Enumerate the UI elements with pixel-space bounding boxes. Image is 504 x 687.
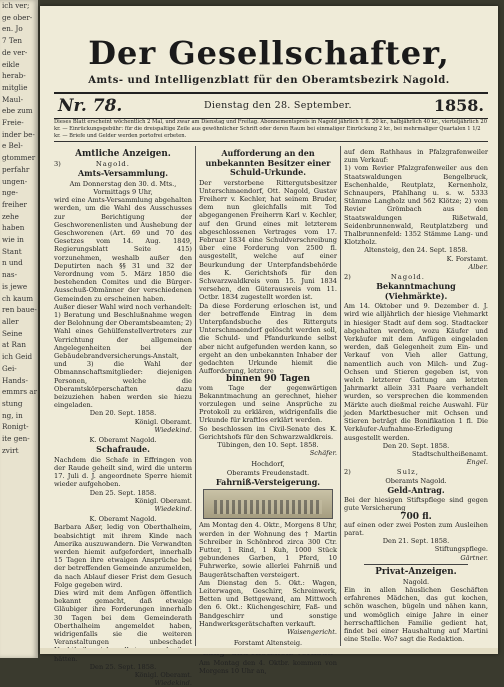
notice-date: Am Donnerstag den 30. d. Mts., Vormittags 9 Uhr, (69, 179, 177, 196)
notice-body: Nachdem die Schafe in Effringen von der Raude geheilt sind, wird die unterm 17. Juli d. J. angeordnete Sperre hiemit wieder aufgehoben. (54, 455, 192, 489)
notice-signature: Wiedekind. (154, 504, 192, 513)
notice-office: Königl. Oberamt. (134, 417, 192, 426)
previous-page-line: Seine (2, 328, 23, 338)
previous-page-line: ng, in (2, 410, 23, 420)
previous-page-line: emmrs ar (2, 387, 38, 397)
previous-page-line: Gei- (2, 363, 17, 373)
previous-page-line: aller (2, 316, 19, 326)
previous-page-line: gtommer (2, 153, 36, 163)
previous-page-line: wie in (2, 235, 24, 245)
notice-body: So beschlossen im Civil-Senate des K. Gerichtshofs für den Schwarzwaldkreis. (199, 424, 337, 441)
previous-page-line: haben (2, 223, 25, 233)
notice-title: Schafraude. (96, 444, 150, 455)
previous-page-line: ite gen- (2, 434, 30, 444)
notice-place: Nagold. (402, 577, 430, 586)
previous-page-line: e Bel- (2, 141, 23, 151)
previous-page-line: Ronigt- (2, 422, 29, 432)
previous-page-line: mitglie (2, 82, 28, 92)
previous-page-line: Freie- (2, 118, 24, 128)
previous-page-line: freiher (2, 199, 27, 209)
notice-signature: Alber. (468, 262, 488, 271)
previous-page-line: perfahr (2, 164, 30, 174)
notice-place: Sulz, (396, 468, 419, 477)
notice-title: Geld-Antrag. (387, 484, 445, 495)
notice-body: Bei der hiesigen Stiftspflege sind gegen gute Versicherung (344, 496, 488, 513)
masthead-title: Der Gesellschafter, (88, 34, 450, 72)
notice-number: 2) (344, 273, 351, 282)
previous-page-line: ich Geid (2, 352, 33, 362)
notice-amount: 700 fl. (400, 511, 432, 522)
notice-office: Stadtschultheißenamt. (411, 449, 488, 458)
previous-page-line: zvirt (2, 445, 19, 455)
notice-office: K. Forstamt. (446, 254, 488, 263)
notice-body: Am Dienstag den 5. Okt.: Wagen, Leiterwagen, Geschirr, Schreinwerk, Betten und Bettgewand, am Mittwoch den 6. Okt.: Küchengeschirr, Faß- und Bandgeschirr und sonstige Handwerksgerätschaften verkauft. (199, 578, 337, 628)
notice-date: Tübingen, den 10. Sept. 1858. (217, 441, 319, 449)
notice-office: Königl. Oberamt. (134, 496, 192, 505)
issue-bar (54, 92, 488, 119)
issue-number: Nr. 78. (58, 96, 123, 116)
previous-page-strip (0, 0, 38, 658)
notice-office: Oberamts Nagold. (385, 476, 447, 485)
notice-place: Nagold. (390, 273, 425, 282)
previous-page-line: ebe zum (2, 106, 33, 116)
previous-page-line: en. Jo (2, 24, 23, 34)
previous-page-line: ungen- (2, 176, 28, 186)
notice-body: Dies wird mit dem Anfügen öffentlich bekannt gemacht, daß etwaige Gläubiger ihre Forderungen innerhalb 30 Tagen bei dem Gemeinderath Oberthalheim angemeldet haben, widrigenfalls sie die weiteren Veranstaltungen unbeschadet hätten. (54, 588, 192, 663)
previous-page-line: n und (2, 258, 23, 268)
column-rule (340, 146, 341, 646)
issue-date: Dienstag den 28. September. (204, 100, 352, 111)
previous-page-line: zehe (2, 211, 19, 221)
issue-year: 1858. (433, 96, 484, 115)
notice-number: 2) (344, 468, 351, 477)
notice-office: K. Oberamt Nagold. (89, 515, 157, 524)
previous-page-line: de ver- (2, 47, 28, 57)
previous-page-line: 7 Ten (2, 36, 22, 46)
previous-page-line: ge ober- (2, 12, 33, 22)
column-3 (344, 148, 488, 643)
notice-signature: Engel. (466, 458, 488, 467)
notice-body: Der verstorbene Rittergutsbesitzer Unterschmaendorf, Ott. Nagold, Gustav Freiherr v. Kechler, hat seinem Bruder, dem nun gleichfalls mit Tod abgegangenen Freiherrn Karl v. Kechler, auf den Grund eines mit letzterem abgeschlossenen Vertrages vom 17. Februar 1834 eine Schuldverschreibung über eine Forderung von 2500 fl. ausgestellt, welche auf einer Beurkundung der Unterpfandsbehörde des K. Gerichtshofs für den Schwarzwaldkreis vom 15. Juni 1834 versehen, den Güterausweis vom 11. Octbr. 1834 zugestellt worden ist. (199, 178, 337, 302)
notice-title: Aufforderung an den unbekannten Besitzer einer Schuld-Urkunde. (205, 148, 331, 177)
notice-sig-date: Den 20. Sept. 1858. (89, 409, 157, 418)
previous-page-line: ch kaum (2, 293, 34, 303)
newspaper-page (40, 6, 498, 687)
previous-page-line: Maul- (2, 94, 24, 104)
previous-page-line: Hands- (2, 375, 28, 385)
notice-signature: Wiedekind. (154, 425, 192, 434)
notice-sig-date: Den 25. Sept. 1858. (89, 662, 157, 671)
previous-page-line: is jewe (2, 281, 28, 291)
column-1 (54, 148, 192, 687)
section-heading: Amtliche Anzeigen. (75, 149, 171, 159)
notice-signature: Waisengericht. (287, 627, 337, 636)
notice-place: Nagold. (95, 160, 130, 168)
notice-office: Königl. Oberamt. (134, 670, 192, 679)
previous-page-line: ich ver; (2, 1, 30, 10)
notice-sig-date: Den 25. Sept. 1858. (89, 488, 157, 497)
notice-body: Außer dieser Wahl wird noch verhandelt: 1) Beratung und Beschlußnahme wegen der Belohnung der Oberamtsbeamten; 2) Wahl eines Gehülfenstellvertreters zur Verrichtung der allgemeinen Angelegenheiten bei der Gebäudebrandversicherungs-Anstalt, und 3) die Wahl der Obmannschaftsmitglieder: diejenigen Personen, welche die Oberamtskörperschaften dazu beizuziehen haben werden sie hiezu eingeladen. (54, 302, 192, 410)
notice-title: Fahrniß-Versteigerung. (215, 476, 321, 487)
notice-date: Altensteig, den 24. Sept. 1858. (364, 246, 468, 255)
notice-body: 1) vom Revier Pfalzgrafenweiler aus den Staatswaldungen Bengelbruck, Eschenhalde, Reutplatz, Kernenholz, Schnaupers, Pfahlhang u. s. w. 5333 Stämme Langholz und 562 Klötze; 2) vom Revier Grömbach aus den Staatswaldungen Rißetwald, Seidenbrunnenwald, Reutplatzberg und Thalbrunnenfeld: 1352 Stämme Lang- und Klotzholz. (344, 164, 488, 247)
notice-body: Am 14. Oktober und 9. Dezember d. J. wird wie alljährlich der hiesige Viehmarkt in hiesiger Stadt auf dem sog. Stadtacker abgehalten werden, wozu Käufer und Verkäufer mit dem Anfügen eingeladen werden, daß Gelegenheit zum Ein- und Verkauf von Vieh aller Gattung, namentlich auch von Milch- und Zug-Ochsen und Stieren gegeben ist, von welch letzterer Gattung am letzten Jahrmarkt allein 331 Paare verhandelt wurden, so versprechen die kommenden Märkte auch dießmal reiche Auswahl. Für jeden Marktbesucher mit Ochsen und Stieren beträgt die Bonifikation 1 fl. Die Verkäufer-Aufnahme-Erledigung ausgestellt werden. (344, 302, 488, 442)
notice-title: Amts-Versammlung. (77, 168, 169, 179)
page-bottom-edge (40, 648, 498, 654)
previous-page-line: inder be- (2, 129, 35, 139)
notice-title: Bekanntmachung (Viehmärkte). (376, 281, 456, 301)
notice-place: Forstamt Altensteig. (233, 639, 303, 648)
notice-signature: Gärtner. (460, 553, 488, 562)
notice-deadline: binnen 90 Tagen (225, 374, 311, 385)
notice-body: vom Tage der gegenwärtigen Bekanntmachung an gerechnet, hieher vorzulegen und seine Ansprüche zu Protokoll zu erklären, widrigenfalls die Urkunde für kraftlos erklärt werden. (199, 383, 337, 425)
previous-page-line: ren baue- (2, 305, 37, 315)
notice-body: Am Montag den 4. Oktr., Morgens 8 Uhr, werden in der Wohnung des † Martin Schreiber in Schönbrod zirca 300 Ctr. Futter, 1 Rind, 1 Kuh, 1000 Stück gebundenes Garben, 1 Pferd, 10 Fuhrwerke, sowie allerlei Fahrniß und Baugerätschaften versteigert. (199, 521, 337, 579)
notice-place: Hochdorf, (251, 460, 285, 469)
notice-body: wird eine Amts-Versammlung abgehalten werden, um die Wahl des Ausschusses zur Berichtigung der Geschworenenlisten und Aushebung der Geschworenen (Art. 69 und 70 des Gesetzes vom 14. Aug. 1849, Regierungsblatt Seite 415) vorzunehmen, weshalb außer den Deputirten nach §§ 31 und 32 der Verordnung vom 5. März 1850 die bestehenden Comites und die Bürger-Ausschuß-Obmänner der verschiedenen Gemeinden zu erscheinen haben. (54, 196, 192, 303)
notice-office: Oberamts Freudenstadt. (226, 468, 310, 477)
previous-page-line: stung (2, 398, 23, 408)
notice-signature: Schäfer. (309, 449, 337, 458)
notice-body: Barbara Aßer, ledig von Oberthalheim, beabsichtigt mit ihrem Kinde nach Amerika auszuwandern. Die Verwandten werden hiemit aufgefordert, innerhalb 15 Tagen ihre etwaigen Ansprüche bei der betreffenden Gemeinde anzumelden, da nach Ablauf dieser Frist dem Gesuch Folge gegeben wird. (54, 523, 192, 589)
previous-page-line: nge- (2, 188, 18, 198)
previous-page-line: nas- (2, 270, 18, 280)
section-heading: Privat-Anzeigen. (375, 566, 457, 577)
notice-date: Den 20. Sept. 1858. (382, 441, 450, 450)
column-2 (199, 148, 337, 675)
previous-page-line: at Ran (2, 340, 26, 350)
notice-body: auf dem Rathhaus in Pfalzgrafenweiler zum Verkauf: (344, 148, 488, 165)
masthead-subtitle: Amts- und Intelligenzblatt für den Oberamtsbezirk Nagold. (88, 75, 450, 86)
carriage-woodcut-image (203, 489, 333, 519)
notice-office: Stiftungspflege. (434, 545, 488, 554)
notice-date: Den 21. Sept. 1858. (382, 537, 450, 546)
notice-body: Am Montag den 4. Oktbr. kommen von Morgens 10 Uhr an, (199, 658, 337, 676)
notice-body: Da diese Forderung erloschen ist, und der betreffende Eintrag in dem Unterpfandsbuche des Ritterguts Unterschmaendorf gelöscht werden soll, die Schuld- und Pfandurkunde selbst aber nicht aufgefunden werden kann, so ergeht an den unbekannten Inhaber der gedachten Urkunde hiemit die Aufforderung, letztere (199, 301, 337, 376)
notice-body: Ein in allen häuslichen Geschäften erfahrenes Mädchen, das gut kochen, schön waschen, bügeln und nähen kann, und womöglich einige Jahre in einer herrschaftlichen Familie gedient hat, findet bei einer Haushaltung auf Martini eine Stelle. Wo? sagt die Redaktion. (344, 586, 488, 644)
notice-number: 3) (54, 160, 61, 168)
notice-office: K. Oberamt Nagold. (89, 436, 157, 444)
notice-body: auf einen oder zwei Posten zum Ausleihen parat. (344, 520, 488, 538)
previous-page-line: Stant (2, 246, 22, 256)
section-divider (364, 564, 468, 565)
previous-page-line: eikle (2, 59, 20, 69)
column-rule (195, 146, 196, 646)
notice-signature: Wiedekind. (154, 679, 192, 687)
subscription-notice: Dieses Blatt erscheint wöchentlich 2 Mal, und zwar am Dienstag und Freitag. Abonnementspreis in Nagold jährlich 1 fl. 20 kr., halbjährlich 40 kr., vierteljährlich 20 kr. — Einrückungsgebühr: für die dreispaltige Zeile aus gewöhnlicher Schrift oder deren Raum bei einmaliger Einrückung 2 kr., bei mehrmaliger Quartalen 1 1/2 kr. — Briefe und Gelder werden portofrei erbeten. (54, 119, 488, 142)
previous-page-line: herab- (2, 71, 26, 81)
